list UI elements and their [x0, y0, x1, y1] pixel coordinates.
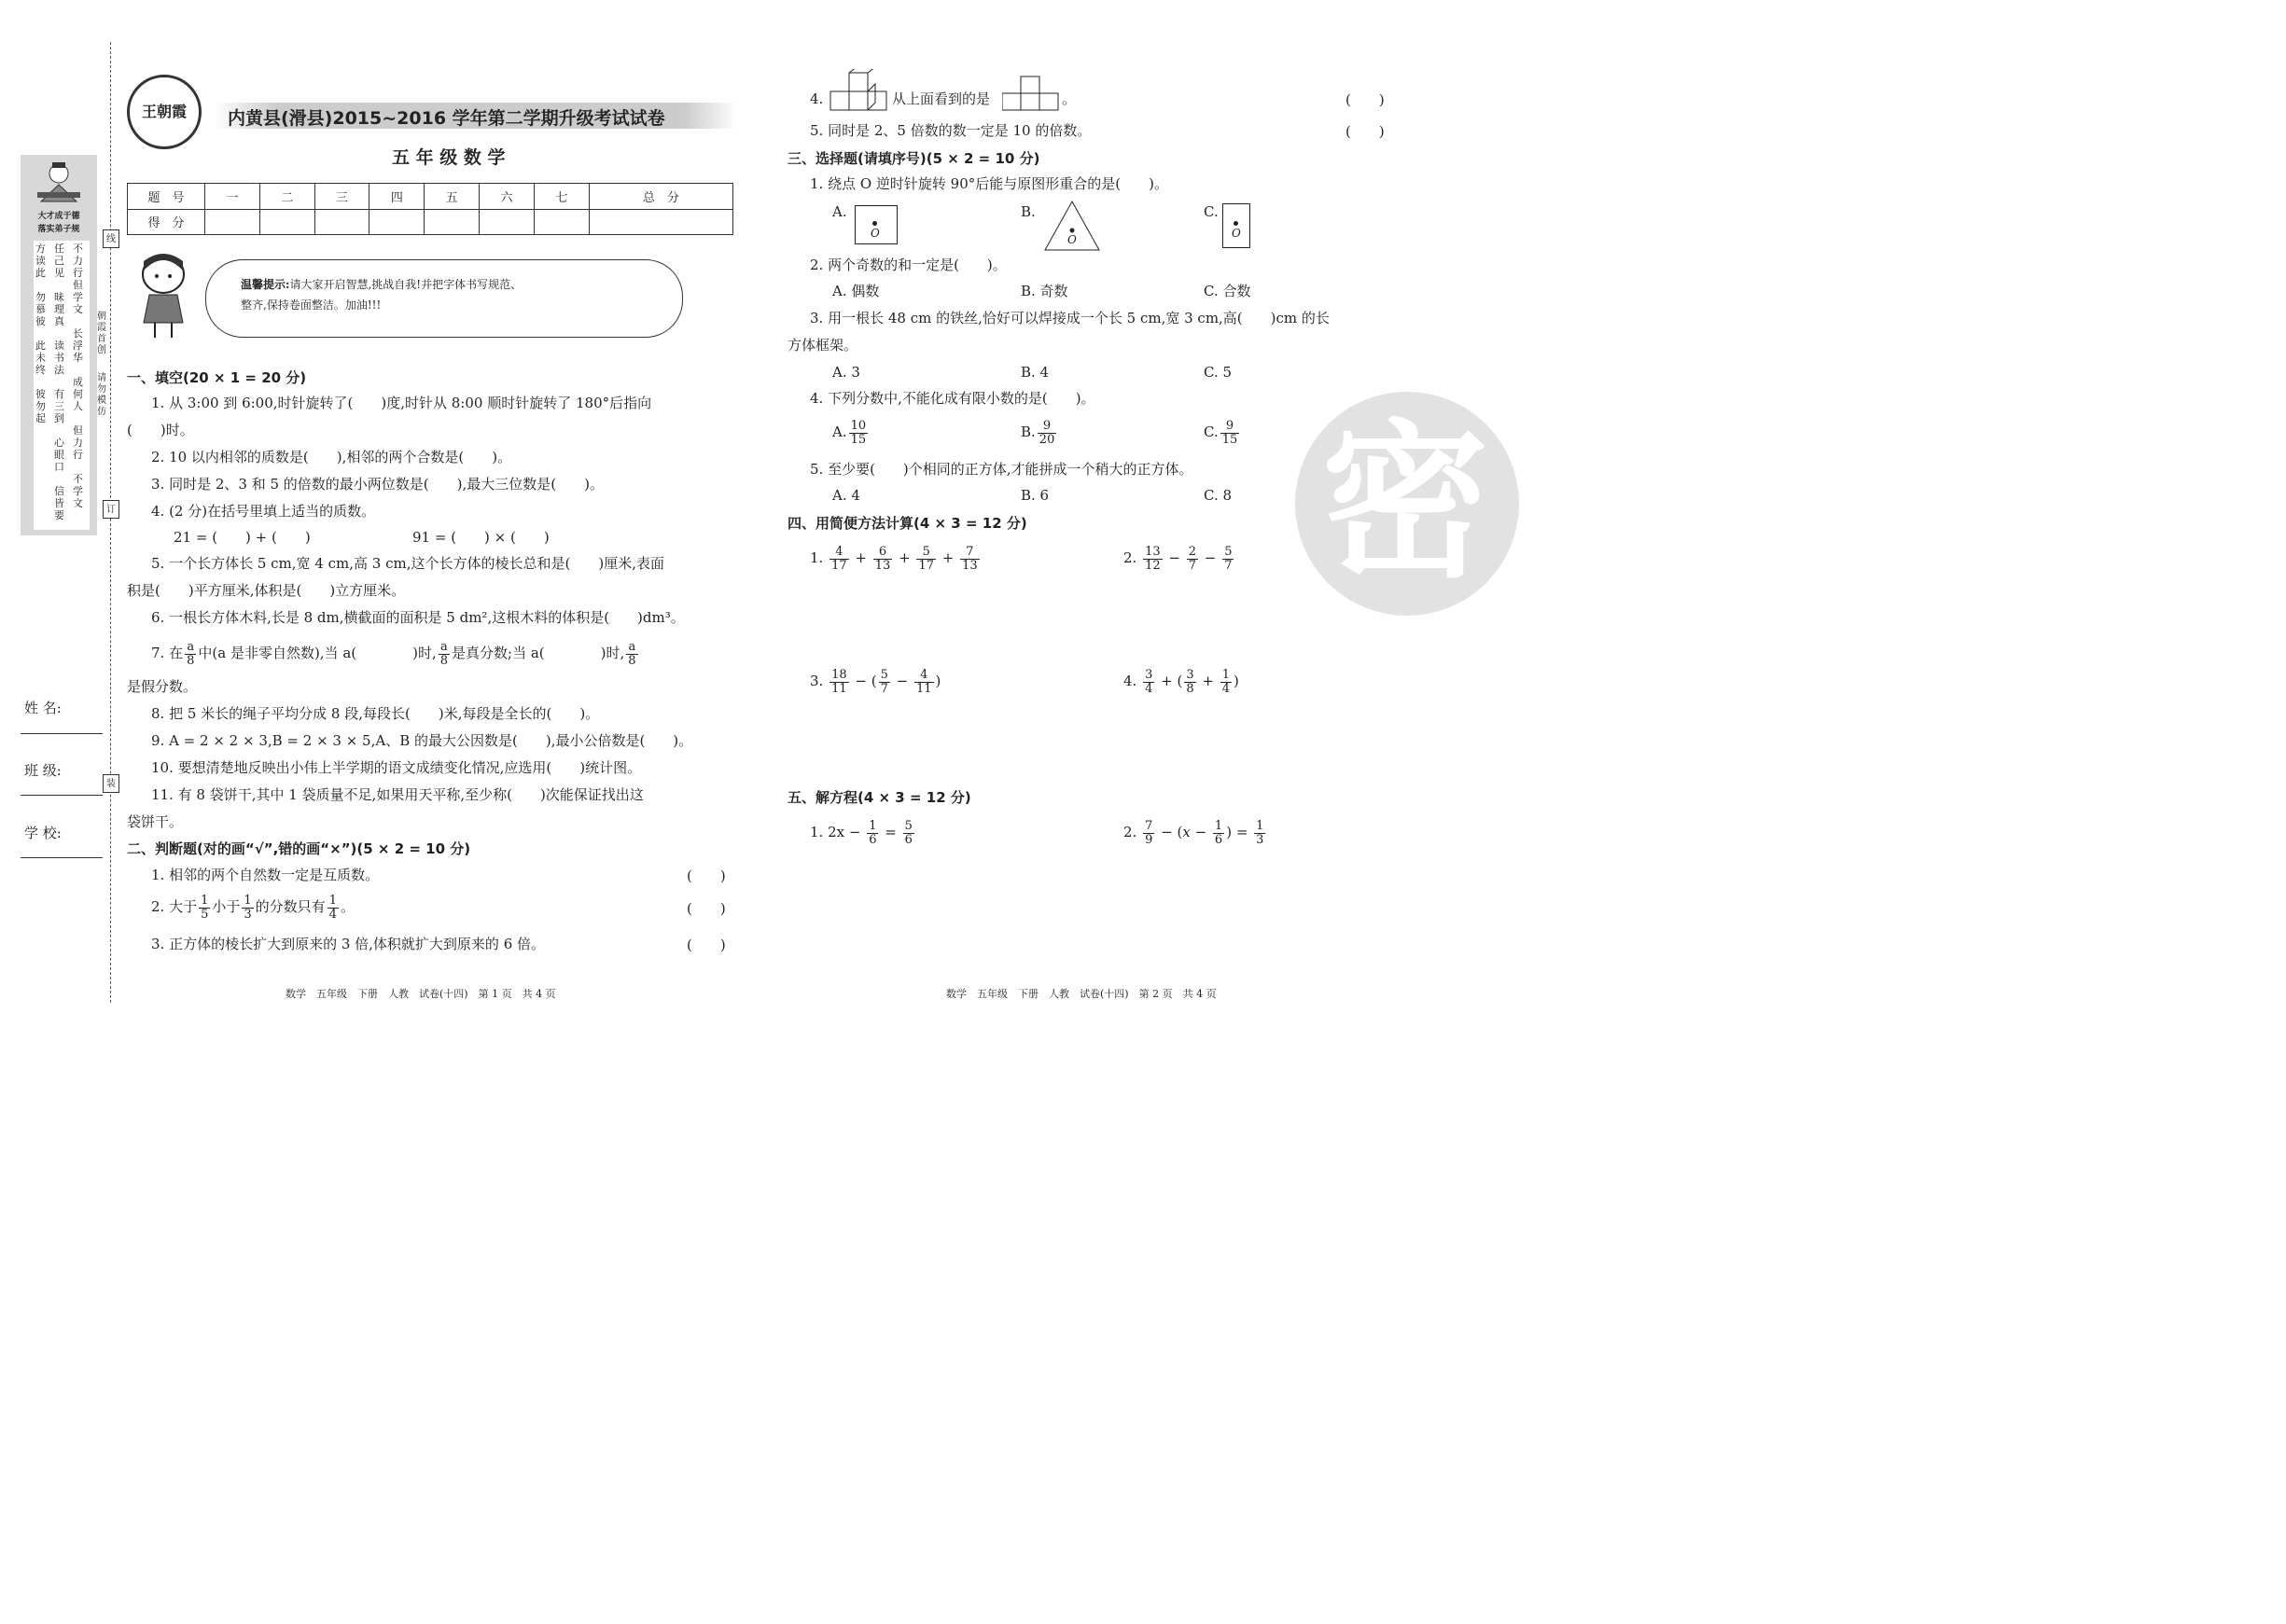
denominator: 8 [1186, 681, 1194, 696]
p3-q1-opt-a: A. [832, 203, 847, 220]
denominator: 3 [1256, 832, 1264, 847]
score-value-row [128, 209, 733, 235]
score-cell: 七 [534, 184, 589, 210]
fraction [199, 895, 210, 922]
p3-q4-opt-c [1204, 416, 1241, 448]
p3-q2-opt-a: A. 偶数 [832, 283, 880, 299]
q2-text: 小于 [212, 898, 241, 915]
answer-paren[interactable]: ( ) [1345, 91, 1385, 108]
p1-q4: 4. (2 分)在括号里填上适当的质数。 [151, 503, 376, 520]
logo-text: 王朝霞 [141, 103, 187, 120]
p1-q5-line1: 5. 一个长方体长 5 cm,宽 4 cm,高 3 cm,这个长方体的棱长总和是( )厘米,表面 [151, 555, 664, 572]
q7-text-a: 7. 在 [151, 645, 184, 661]
q2-text: 。 [340, 898, 355, 915]
tip-text-line1 [241, 276, 522, 292]
p2-q3: 3. 正方体的棱长扩大到原来的 3 倍,体积就扩大到原来的 6 倍。 [151, 936, 546, 952]
poem-line: 方读此 [35, 243, 46, 279]
footer-left: 数学 五年级 下册 人教 试卷(十四) 第 1 页 共 4 页 [286, 988, 556, 1000]
point-label: O [871, 227, 880, 240]
exam-subtitle: 五 年 级 数 学 [392, 147, 506, 168]
p5-eq-1: 1. 2x − $\frac{1}{6}$ = $\frac{5}{6}$ [810, 818, 913, 847]
triangle-figure-icon [1043, 200, 1101, 252]
numerator: 2 [1188, 544, 1197, 559]
p1-q10: 10. 要想清楚地反映出小伟上半学期的语文成绩变化情况,应选用( )统计图。 [151, 759, 642, 776]
score-input[interactable] [259, 209, 314, 235]
part3-heading: 三、选择题(请填序号)(5 × 2 = 10 分) [788, 150, 1040, 167]
answer-paren[interactable]: ( ) [687, 937, 726, 953]
poem-line: 成何人 [73, 376, 83, 412]
fraction [626, 641, 637, 668]
fraction [1222, 546, 1234, 573]
binding-mark-xian: 线 [103, 229, 119, 248]
denominator: 6 [904, 832, 913, 847]
p1-q11-line2: 袋饼干。 [127, 813, 184, 830]
name-field[interactable] [21, 733, 103, 734]
numerator: 5 [1224, 544, 1233, 559]
denominator: 15 [850, 432, 867, 447]
p2-q2 [151, 892, 355, 922]
numerator: 1 [201, 893, 209, 908]
numerator: 5 [904, 818, 913, 833]
numerator: 4 [914, 669, 934, 683]
p1-q7 [151, 638, 640, 668]
denominator: 8 [439, 653, 449, 668]
p2-q5: 5. 同时是 2、5 倍数的数一定是 10 的倍数。 [810, 122, 1092, 139]
numerator: 7 [1145, 818, 1153, 833]
p3-q5: 5. 至少要( )个相同的正方体,才能拼成一个稍大的正方体。 [810, 461, 1193, 478]
operator: + [941, 549, 955, 566]
answer-paren[interactable]: ( ) [1345, 123, 1385, 140]
poem-line: 昧理真 [54, 291, 64, 327]
denominator: 13 [874, 558, 891, 573]
p1-q11-line1: 11. 有 8 袋饼干,其中 1 袋质量不足,如果用天平称,至少称( )次能保证找出这 [151, 786, 644, 803]
p2-q4-text: 从上面看到的是 [892, 90, 991, 107]
motto-bottom: 落实弟子规 [37, 225, 80, 234]
p3-q2-opt-c: C. 合数 [1204, 283, 1251, 299]
denominator: 17 [831, 558, 847, 573]
numerator: a [439, 641, 450, 655]
point-dot [872, 221, 877, 226]
score-cell: 四 [369, 184, 425, 210]
school-field[interactable] [21, 857, 103, 858]
fraction [914, 669, 934, 696]
binding-mark-ding: 订 [103, 500, 119, 519]
p3-q5-opt-a: A. 4 [832, 487, 860, 504]
fraction [829, 546, 849, 573]
score-table [127, 183, 733, 235]
cube-figure-icon [829, 69, 890, 112]
denominator: 5 [201, 907, 209, 922]
q7-text-c: 是真分数;当 a( )时, [452, 645, 625, 661]
vertical-note-2: 请勿模仿 [97, 373, 106, 417]
p1-q2: 2. 10 以内相邻的质数是( ),相邻的两个合数是( )。 [151, 449, 512, 465]
fraction [242, 895, 253, 922]
watermark-char: 密 [1321, 406, 1490, 601]
answer-paren[interactable]: ( ) [687, 868, 726, 884]
score-cell: 五 [425, 184, 480, 210]
tip-label: 温馨提示: [241, 278, 290, 291]
fraction [849, 420, 869, 447]
point-dot [1234, 221, 1238, 226]
p3-q2: 2. 两个奇数的和一定是( )。 [810, 257, 1007, 273]
fraction [1184, 669, 1195, 696]
numerator: a [185, 641, 196, 655]
denominator: 11 [831, 681, 847, 696]
poem-line: 有三到 [54, 388, 64, 424]
p4-expr-2 [1123, 541, 1235, 575]
score-input[interactable] [205, 209, 260, 235]
expr-label: 2. [1123, 824, 1137, 840]
poem-line: 长浮华 [73, 327, 83, 364]
square-figure-icon [855, 205, 898, 244]
numerator: 9 [1220, 420, 1240, 434]
p1-q3: 3. 同时是 2、3 和 5 的倍数的最小两位数是( ),最大三位数是( )。 [151, 476, 604, 493]
p3-q4-opt-a [832, 416, 870, 448]
tip-body: 请大家开启智慧,挑战自我!并把字体书写规范、 [289, 278, 523, 291]
fraction [903, 820, 914, 847]
p1-q1-line2: ( )时。 [127, 422, 194, 438]
p3-q3-opt-a: A. 3 [832, 364, 860, 381]
fraction [1254, 820, 1265, 847]
poem-col-3 [73, 243, 86, 509]
poem-line: 此未终 [35, 340, 46, 376]
exam-title: 内黄县(滑县)2015~2016 学年第二学期升级考试试卷 [228, 108, 665, 129]
numerator: 5 [880, 667, 888, 682]
p1-q6: 6. 一根长方体木料,长是 8 dm,横截面的面积是 5 dm²,这根木料的体积是( )dm³。 [151, 609, 685, 626]
denominator: 4 [328, 907, 337, 922]
poem-line: 不学文 [73, 473, 83, 509]
score-header-row [128, 184, 733, 210]
poem-line: 心眼口 [54, 437, 64, 473]
denominator: 8 [187, 653, 195, 668]
denominator: 7 [880, 681, 888, 696]
p3-q4: 4. 下列分数中,不能化成有限小数的是( )。 [810, 390, 1095, 407]
fraction [1038, 420, 1057, 447]
poem-col-1 [35, 243, 49, 424]
numerator: 5 [916, 546, 936, 560]
fraction [1220, 669, 1232, 696]
q2-text: 2. 大于 [151, 898, 198, 915]
p3-q1: 1. 绕点 O 逆时针旋转 90°后能与原图形重合的是( )。 [810, 175, 1168, 192]
expr-label: 4. [1123, 673, 1137, 689]
score-input[interactable] [480, 209, 535, 235]
q7-text-b: 中(a 是非零自然数),当 a( )时, [198, 645, 437, 661]
part1-heading: 一、填空(20 × 1 = 20 分) [127, 369, 307, 386]
denominator: 11 [916, 681, 932, 696]
denominator: 15 [1221, 432, 1238, 447]
p3-q5-opt-c: C. 8 [1204, 487, 1233, 504]
p1-q4b: 91 = ( ) × ( ) [412, 529, 550, 546]
fraction [185, 641, 196, 668]
fraction [873, 546, 893, 573]
part5-heading: 五、解方程(4 × 3 = 12 分) [788, 789, 971, 806]
score-row-label: 得 分 [128, 209, 205, 235]
denominator: 17 [918, 558, 935, 573]
numerator: 18 [831, 667, 847, 682]
poem-line: 但学文 [73, 279, 83, 315]
p4-expr-1 [810, 541, 982, 575]
part4-heading: 四、用简便方法计算(4 × 3 = 12 分) [788, 515, 1027, 532]
numerator: 1 [1214, 818, 1223, 833]
denominator: 6 [1214, 832, 1223, 847]
fraction [1143, 820, 1154, 847]
poem-line: 彼勿起 [35, 388, 46, 424]
point-label: O [1232, 227, 1241, 240]
operator: + [899, 549, 911, 566]
fraction [916, 546, 936, 573]
fraction [1187, 546, 1198, 573]
denominator: 4 [1221, 681, 1231, 696]
rectangle-figure-icon [1222, 203, 1250, 248]
numerator: 3 [1145, 667, 1153, 682]
option-letter: B. [1021, 423, 1036, 440]
operator: − [1204, 549, 1217, 566]
fraction [867, 820, 878, 847]
fraction [1143, 669, 1154, 696]
fraction [439, 641, 450, 668]
expr-label: 1. 2x − [810, 824, 861, 840]
score-cell: 三 [314, 184, 369, 210]
expr-label: 1. [810, 549, 824, 566]
denominator: 13 [962, 558, 978, 573]
numerator: 4 [829, 546, 849, 560]
p2-q1: 1. 相邻的两个自然数一定是互质数。 [151, 867, 380, 883]
binding-dashed-line [110, 42, 111, 1003]
p4-expr-4: 4. $\frac{3}{4}$ + ( $\frac{3}{8}$ + $\frac{1}{4}$ ) [1123, 667, 1239, 696]
poem-line: 任己见 [54, 243, 64, 279]
fraction [960, 546, 980, 573]
girl-illustration [136, 250, 190, 340]
p1-q9: 9. A = 2 × 2 × 3,B = 2 × 3 × 5,A、B 的最大公因数是( ),最小公倍数是( )。 [151, 732, 693, 749]
motto-poem [34, 241, 90, 530]
part2-heading: 二、判断题(对的画“√”,错的画“×”)(5 × 2 = 10 分) [127, 840, 471, 857]
class-label: 班 级: [24, 762, 62, 779]
score-input[interactable] [314, 209, 369, 235]
p2-q4-end: 。 [1062, 90, 1077, 107]
numerator: 1 [1256, 818, 1264, 833]
numerator: 10 [850, 418, 867, 433]
p1-q7-end: 是假分数。 [127, 678, 198, 695]
score-input[interactable] [534, 209, 589, 235]
operator: − [1168, 549, 1180, 566]
numerator: 1 [1221, 667, 1231, 682]
operator: + [855, 549, 867, 566]
p1-q1-line1: 1. 从 3:00 到 6:00,时针旋转了( )度,时针从 8:00 顺时针旋转了 180°后指向 [151, 395, 652, 411]
point-label: O [1067, 233, 1077, 246]
p1-q4a: 21 = ( ) + ( ) [174, 529, 311, 546]
score-input[interactable] [589, 209, 732, 235]
top-view-icon [1002, 75, 1060, 112]
poem-col-2 [54, 243, 67, 521]
poem-line: 勿慕彼 [35, 291, 46, 327]
score-cell: 总 分 [589, 184, 732, 210]
vertical-note-1: 朝霞首创 [97, 312, 106, 355]
p3-q3-line2: 方体框架。 [788, 337, 858, 354]
tip-text-line2: 整齐,保持卷面整洁。加油!!! [241, 298, 382, 312]
expr-label: 2. [1123, 549, 1137, 566]
denominator: 20 [1038, 432, 1055, 447]
poem-line: 信皆要 [54, 485, 64, 521]
denominator: 7 [1188, 558, 1197, 573]
option-letter: C. [1204, 423, 1219, 440]
class-field[interactable] [21, 795, 103, 796]
score-cell: 一 [205, 184, 260, 210]
poem-line: 但力行 [73, 424, 83, 461]
denominator: 8 [628, 653, 636, 668]
denominator: 7 [1224, 558, 1233, 573]
p3-q3-line1: 3. 用一根长 48 cm 的铁丝,恰好可以焊接成一个长 5 cm,宽 3 cm,高( )cm 的长 [810, 310, 1330, 326]
p3-q4-opt-b [1021, 416, 1058, 448]
score-cell: 二 [259, 184, 314, 210]
p3-q1-opt-c: C. [1204, 203, 1219, 220]
numerator: 13 [1145, 544, 1161, 559]
denominator: 9 [1145, 832, 1153, 847]
expr-label: 3. [810, 673, 824, 689]
score-cell: 六 [480, 184, 535, 210]
p1-q8: 8. 把 5 米长的绳子平均分成 8 段,每段长( )米,每段是全长的( )。 [151, 705, 600, 722]
motto-top: 大才成于德 [37, 212, 80, 221]
fraction [1143, 546, 1163, 573]
logo [127, 75, 202, 149]
p4-expr-3: 3. $\frac{18}{11}$ − ( $\frac{5}{7}$ − $\frac{4}{11}$ ) [810, 667, 941, 696]
poem-line: 读书法 [54, 340, 64, 376]
numerator: 3 [1186, 667, 1194, 682]
numerator: 7 [960, 546, 980, 560]
score-input[interactable] [425, 209, 480, 235]
p3-q5-opt-b: B. 6 [1021, 487, 1050, 504]
fraction [1220, 420, 1240, 447]
p3-q1-opt-b: B. [1021, 203, 1036, 220]
numerator: 1 [244, 893, 252, 908]
p1-q5-line2: 积是( )平方厘米,体积是( )立方厘米。 [127, 582, 406, 599]
score-input[interactable] [369, 209, 425, 235]
denominator: 6 [869, 832, 877, 847]
mascot-image [32, 160, 86, 205]
denominator: 4 [1145, 681, 1153, 696]
denominator: 12 [1145, 558, 1161, 573]
fraction [829, 669, 849, 696]
poem-line: 不力行 [73, 243, 83, 279]
numerator: 6 [873, 546, 893, 560]
p2-q4-label: 4. [810, 90, 824, 107]
fraction [1213, 820, 1224, 847]
school-label: 学 校: [24, 825, 62, 841]
numerator: 1 [328, 893, 337, 908]
fraction [328, 895, 339, 922]
fraction [879, 669, 890, 696]
sidebar-panel [21, 155, 97, 535]
q2-text: 的分数只有 [255, 898, 326, 915]
answer-paren[interactable]: ( ) [687, 900, 726, 917]
p3-q3-opt-b: B. 4 [1021, 364, 1050, 381]
p3-q3-opt-c: C. 5 [1204, 364, 1233, 381]
option-letter: A. [832, 423, 847, 440]
binding-mark-zhuang: 装 [103, 774, 119, 793]
name-label: 姓 名: [24, 700, 62, 716]
score-cell: 题 号 [128, 184, 205, 210]
footer-right: 数学 五年级 下册 人教 试卷(十四) 第 2 页 共 4 页 [946, 988, 1217, 1000]
secret-watermark [1295, 392, 1519, 616]
numerator: 9 [1038, 420, 1057, 434]
numerator: 1 [869, 818, 877, 833]
numerator: a [626, 641, 637, 655]
p3-q2-opt-b: B. 奇数 [1021, 283, 1068, 299]
denominator: 3 [244, 907, 252, 922]
p5-eq-2: 2. $\frac{7}{9}$ − (x − $\frac{1}{6}$ ) = $\frac{1}{3}$ [1123, 818, 1264, 847]
